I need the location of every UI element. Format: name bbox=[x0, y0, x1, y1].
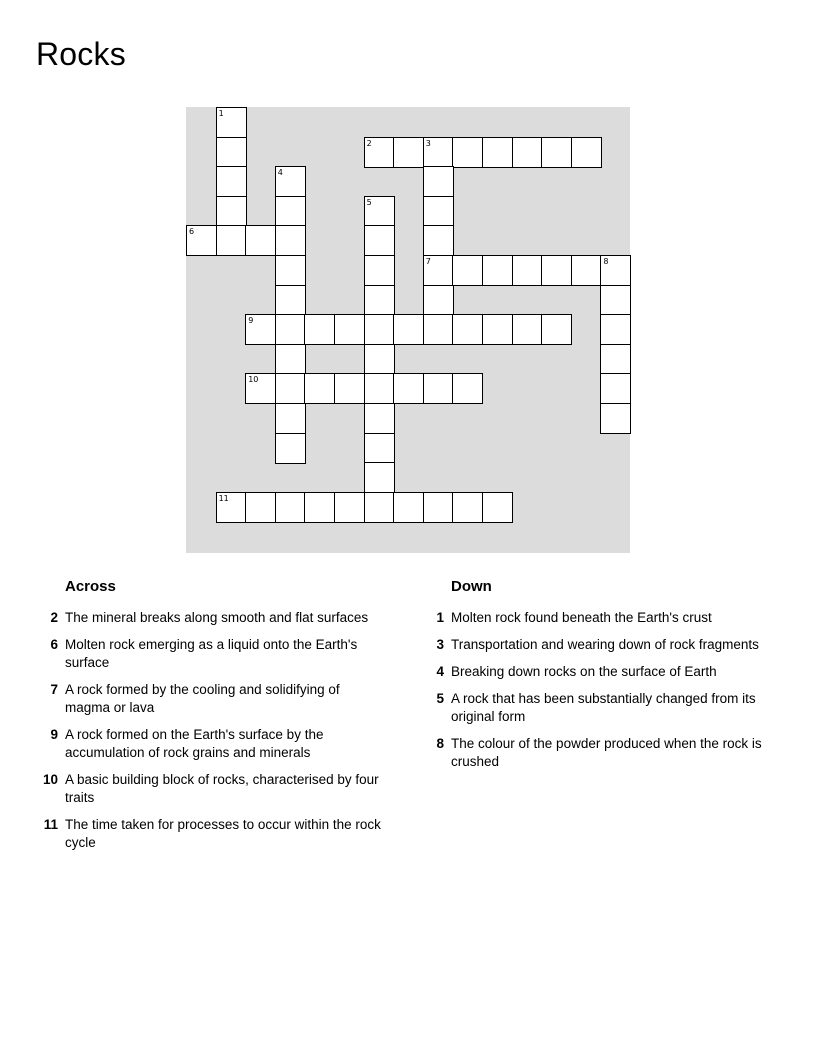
clue-number: 9 bbox=[50, 727, 58, 742]
down-clue-list bbox=[422, 609, 772, 771]
grid-cell[interactable] bbox=[216, 225, 247, 256]
grid-cell[interactable] bbox=[423, 196, 454, 227]
grid-cell[interactable] bbox=[393, 373, 424, 404]
across-heading: Across bbox=[65, 578, 116, 595]
down-clue bbox=[422, 735, 772, 771]
grid-cell[interactable] bbox=[482, 255, 513, 286]
grid-cell[interactable] bbox=[423, 225, 454, 256]
clue-number-label: 1 bbox=[218, 109, 224, 118]
grid-cell[interactable] bbox=[364, 137, 395, 168]
grid-cell[interactable] bbox=[304, 492, 335, 523]
grid-cell[interactable] bbox=[571, 255, 602, 286]
grid-cell[interactable] bbox=[275, 403, 306, 434]
clue-number-label: 6 bbox=[189, 227, 195, 237]
grid-cell[interactable] bbox=[364, 255, 395, 286]
clue-text: Molten rock emerging as a liquid onto the Earth's surface bbox=[65, 637, 358, 670]
clue-number: 6 bbox=[50, 637, 58, 652]
grid-cell[interactable] bbox=[541, 137, 572, 168]
grid-cell[interactable] bbox=[600, 403, 631, 434]
grid-cell[interactable] bbox=[245, 373, 276, 404]
grid-cell[interactable] bbox=[304, 373, 335, 404]
grid-cell[interactable] bbox=[364, 462, 395, 493]
clue-number-label: 8 bbox=[603, 257, 609, 266]
grid-cell[interactable] bbox=[600, 344, 631, 375]
grid-cell[interactable] bbox=[304, 314, 335, 345]
clue-text: Transportation and wearing down of rock fragments bbox=[451, 637, 759, 652]
grid-cell[interactable] bbox=[452, 255, 483, 286]
grid-cell[interactable] bbox=[423, 255, 454, 286]
grid-cell[interactable] bbox=[275, 433, 306, 464]
grid-cell[interactable] bbox=[512, 137, 543, 168]
clue-number-label: 9 bbox=[248, 316, 254, 326]
grid-cell[interactable] bbox=[334, 492, 365, 523]
grid-cell[interactable] bbox=[364, 196, 395, 227]
grid-cell[interactable] bbox=[423, 373, 454, 404]
grid-cell[interactable] bbox=[275, 196, 306, 227]
grid-cell[interactable] bbox=[452, 373, 483, 404]
clue-number-label: 10 bbox=[248, 375, 259, 385]
grid-cell[interactable] bbox=[216, 166, 247, 197]
across-clues bbox=[36, 576, 386, 861]
across-clue bbox=[36, 726, 386, 762]
grid-cell[interactable] bbox=[423, 166, 454, 197]
grid-cell[interactable] bbox=[275, 166, 306, 197]
clue-number: 11 bbox=[43, 817, 58, 832]
down-clue bbox=[422, 663, 772, 681]
page-title: Rocks bbox=[36, 36, 126, 72]
grid-cell[interactable] bbox=[364, 314, 395, 345]
grid-cell[interactable] bbox=[423, 137, 454, 168]
grid-cell[interactable] bbox=[364, 344, 395, 375]
down-clue bbox=[422, 609, 772, 627]
grid-cell[interactable] bbox=[600, 285, 631, 316]
grid-cell[interactable] bbox=[275, 373, 306, 404]
clue-text: A rock formed by the cooling and solidifying of magma or lava bbox=[65, 682, 340, 715]
clue-number: 2 bbox=[50, 610, 58, 625]
grid-cell[interactable] bbox=[482, 492, 513, 523]
grid-cell[interactable] bbox=[334, 314, 365, 345]
grid-cell[interactable] bbox=[423, 492, 454, 523]
grid-cell[interactable] bbox=[512, 255, 543, 286]
grid-cell[interactable] bbox=[216, 107, 247, 138]
grid-cell[interactable] bbox=[245, 492, 276, 523]
down-clue bbox=[422, 636, 772, 654]
down-clue bbox=[422, 690, 772, 726]
clue-text: A basic building block of rocks, characterised by four traits bbox=[65, 772, 379, 805]
grid-cell[interactable] bbox=[334, 373, 365, 404]
grid-cell[interactable] bbox=[541, 314, 572, 345]
clue-number-label: 4 bbox=[277, 168, 283, 178]
grid-cell[interactable] bbox=[393, 314, 424, 345]
grid-cell[interactable] bbox=[216, 196, 247, 227]
clue-number-label: 3 bbox=[425, 138, 431, 148]
grid-cell[interactable] bbox=[600, 373, 631, 404]
grid-cell[interactable] bbox=[364, 373, 395, 404]
grid-cell[interactable] bbox=[452, 492, 483, 523]
grid-cell[interactable] bbox=[275, 314, 306, 345]
clue-text: Breaking down rocks on the surface of Earth bbox=[451, 664, 717, 679]
grid-cell[interactable] bbox=[275, 255, 306, 286]
grid-cell[interactable] bbox=[364, 285, 395, 316]
clue-number: 5 bbox=[436, 691, 444, 706]
grid-cell[interactable] bbox=[186, 225, 217, 256]
clue-number: 3 bbox=[436, 637, 444, 652]
across-clue bbox=[36, 771, 386, 807]
clue-number: 10 bbox=[42, 772, 58, 787]
grid-cell[interactable] bbox=[482, 314, 513, 345]
grid-cell[interactable] bbox=[216, 492, 247, 523]
grid-cell[interactable] bbox=[275, 344, 306, 375]
grid-cell[interactable] bbox=[275, 285, 306, 316]
grid-cell[interactable] bbox=[423, 314, 454, 345]
grid-cell[interactable] bbox=[541, 255, 572, 286]
grid-cell[interactable] bbox=[452, 137, 483, 168]
grid-cell[interactable] bbox=[571, 137, 602, 168]
down-clues bbox=[422, 576, 772, 780]
grid-cell[interactable] bbox=[364, 403, 395, 434]
grid-cell[interactable] bbox=[364, 492, 395, 523]
clue-number-label: 2 bbox=[366, 138, 372, 148]
clue-text: The colour of the powder produced when the rock is crushed bbox=[451, 736, 762, 769]
grid-cell[interactable] bbox=[364, 433, 395, 464]
clue-text: Molten rock found beneath the Earth's crust bbox=[451, 610, 712, 625]
grid-cell[interactable] bbox=[393, 137, 424, 168]
across-clue bbox=[36, 636, 386, 672]
clue-text: A rock that has been substantially changed from its original form bbox=[451, 691, 756, 724]
grid-cell[interactable] bbox=[600, 255, 631, 286]
grid-cell[interactable] bbox=[364, 225, 395, 256]
clue-number-label: 11 bbox=[218, 493, 229, 503]
across-clue-list bbox=[36, 609, 386, 852]
grid-cell[interactable] bbox=[600, 314, 631, 345]
grid-cell[interactable] bbox=[245, 314, 276, 345]
grid-cell[interactable] bbox=[482, 137, 513, 168]
clue-text: The mineral breaks along smooth and flat surfaces bbox=[65, 610, 369, 625]
across-clue bbox=[36, 609, 386, 627]
clue-number: 1 bbox=[436, 610, 444, 625]
grid-cell[interactable] bbox=[512, 314, 543, 345]
grid-cell[interactable] bbox=[275, 492, 306, 523]
grid-cell[interactable] bbox=[245, 225, 276, 256]
grid-cell[interactable] bbox=[216, 137, 247, 168]
across-clue bbox=[36, 681, 386, 717]
clue-text: A rock formed on the Earth's surface by the accumulation of rock grains and minerals bbox=[65, 727, 324, 760]
clue-number: 8 bbox=[436, 736, 444, 751]
down-heading: Down bbox=[451, 578, 492, 595]
clue-number-label: 5 bbox=[366, 197, 372, 207]
clue-number-label: 7 bbox=[425, 257, 431, 266]
clue-text: The time taken for processes to occur within the rock cycle bbox=[65, 817, 381, 850]
clue-number: 7 bbox=[50, 682, 58, 697]
grid-cell[interactable] bbox=[393, 492, 424, 523]
clue-number: 4 bbox=[436, 664, 444, 679]
across-clue bbox=[36, 816, 386, 852]
grid-cell[interactable] bbox=[275, 225, 306, 256]
grid-cell[interactable] bbox=[452, 314, 483, 345]
crossword-grid bbox=[186, 107, 630, 553]
grid-cell[interactable] bbox=[423, 285, 454, 316]
